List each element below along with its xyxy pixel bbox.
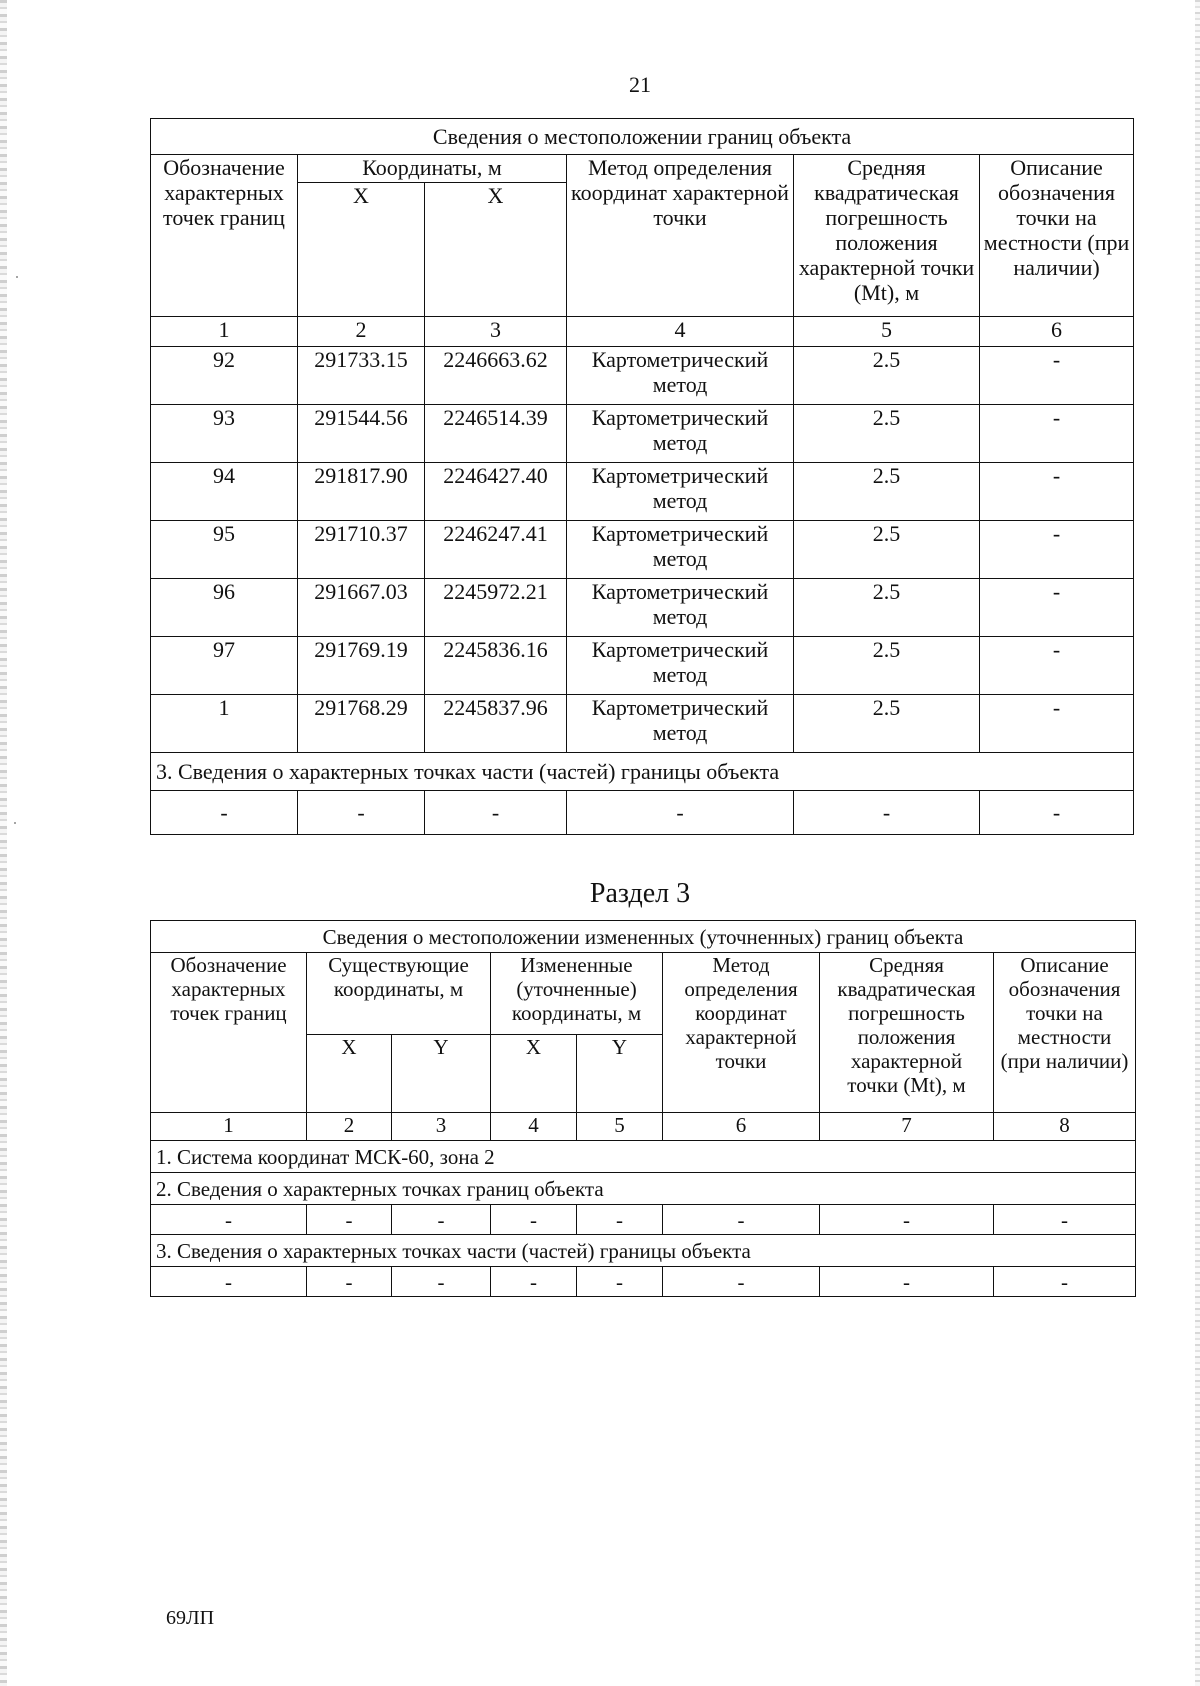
header-changed-x: X [491,1035,577,1113]
cell-empty: - [151,1205,307,1235]
cell-empty: - [663,1267,820,1297]
header-coord-x: X [425,183,567,317]
cell-empty: - [298,791,425,835]
column-number: 5 [577,1113,663,1141]
column-number: 8 [994,1113,1136,1141]
cell-empty: - [980,791,1134,835]
cell-point: 97 [151,637,298,695]
cell-empty: - [491,1267,577,1297]
cell-x: 291769.19 [298,637,425,695]
header-changed-coordinates: Измененные (уточненные) координаты, м [491,953,663,1035]
header-point-designation: Обозначение характерных точек границ [151,155,298,317]
changed-boundaries-table [150,920,1136,1297]
cell-method: Картометрический метод [567,521,794,579]
cell-error: 2.5 [794,579,980,637]
cell-empty: - [392,1205,491,1235]
cell-error: 2.5 [794,405,980,463]
cell-x: 291544.56 [298,405,425,463]
cell-empty: - [151,1267,307,1297]
cell-description: - [980,579,1134,637]
header-method: Метод определения координат характерной точки [567,155,794,317]
column-number: 4 [567,317,794,347]
header-point-designation: Обозначение характерных точек границ [151,953,307,1113]
cell-empty: - [820,1205,994,1235]
cell-empty: - [994,1205,1136,1235]
header-description: Описание обозначения точки на местности (при наличии) [994,953,1136,1113]
column-number: 5 [794,317,980,347]
cell-empty: - [151,791,298,835]
footer-code: 69ЛП [166,1607,215,1629]
cell-description: - [980,347,1134,405]
header-error: Средняя квадратическая погрешность положения характерной точки (Mt), м [820,953,994,1113]
column-number: 7 [820,1113,994,1141]
table-row [151,791,1134,835]
cell-point: 93 [151,405,298,463]
cell-point: 96 [151,579,298,637]
cell-point: 1 [151,695,298,753]
header-error: Средняя квадратическая погрешность положения характерной точки (Mt), м [794,155,980,317]
cell-method: Картометрический метод [567,463,794,521]
cell-method: Картометрический метод [567,347,794,405]
cell-y: 2245972.21 [425,579,567,637]
cell-method: Картометрический метод [567,405,794,463]
column-number: 3 [425,317,567,347]
cell-point: 94 [151,463,298,521]
cell-empty: - [425,791,567,835]
cell-x: 291733.15 [298,347,425,405]
cell-empty: - [307,1267,392,1297]
cell-x: 291710.37 [298,521,425,579]
table-row [151,463,1134,521]
scan-speck [14,822,16,824]
column-number: 1 [151,317,298,347]
cell-error: 2.5 [794,637,980,695]
scan-speck [16,276,18,278]
cell-description: - [980,405,1134,463]
column-number: 6 [980,317,1134,347]
cell-y: 2246427.40 [425,463,567,521]
table-row [151,637,1134,695]
table-row [151,347,1134,405]
parts-heading: 3. Сведения о характерных точках части (частей) границы объекта [151,1235,1136,1267]
cell-error: 2.5 [794,521,980,579]
boundary-points-heading: 2. Сведения о характерных точках границ объекта [151,1173,1136,1205]
parts-heading: 3. Сведения о характерных точках части (частей) границы объекта [151,753,1134,791]
cell-empty: - [663,1205,820,1235]
boundaries-table [150,118,1134,835]
header-coordinates: Координаты, м [298,155,567,183]
column-number: 4 [491,1113,577,1141]
cell-description: - [980,637,1134,695]
header-description: Описание обозначения точки на местности (при наличии) [980,155,1134,317]
table-row [151,1205,1136,1235]
cell-x: 291817.90 [298,463,425,521]
cell-empty: - [577,1267,663,1297]
cell-error: 2.5 [794,695,980,753]
cell-empty: - [577,1205,663,1235]
cell-point: 92 [151,347,298,405]
cell-empty: - [820,1267,994,1297]
cell-error: 2.5 [794,347,980,405]
column-number: 2 [298,317,425,347]
cell-method: Картометрический метод [567,695,794,753]
table-title: Сведения о местоположении измененных (уточненных) границ объекта [151,921,1136,953]
cell-y: 2246247.41 [425,521,567,579]
cell-empty: - [307,1205,392,1235]
column-number: 1 [151,1113,307,1141]
column-number: 2 [307,1113,392,1141]
cell-point: 95 [151,521,298,579]
table-title: Сведения о местоположении границ объекта [151,119,1134,155]
table-row [151,521,1134,579]
header-existing-y: Y [392,1035,491,1113]
cell-error: 2.5 [794,463,980,521]
cell-empty: - [491,1205,577,1235]
column-number: 6 [663,1113,820,1141]
header-coord-x: X [298,183,425,317]
coordinate-system: 1. Система координат МСК-60, зона 2 [151,1141,1136,1173]
cell-method: Картометрический метод [567,637,794,695]
cell-empty: - [794,791,980,835]
header-existing-x: X [307,1035,392,1113]
table-row [151,579,1134,637]
cell-empty: - [567,791,794,835]
cell-x: 291667.03 [298,579,425,637]
page-number: 21 [629,72,651,97]
cell-y: 2245836.16 [425,637,567,695]
cell-empty: - [994,1267,1136,1297]
cell-y: 2245837.96 [425,695,567,753]
scan-edge-left [0,0,7,1686]
cell-y: 2246514.39 [425,405,567,463]
cell-description: - [980,521,1134,579]
cell-description: - [980,463,1134,521]
column-number: 3 [392,1113,491,1141]
header-method: Метод определения координат характерной точки [663,953,820,1113]
header-changed-y: Y [577,1035,663,1113]
table-row [151,695,1134,753]
cell-empty: - [392,1267,491,1297]
cell-method: Картометрический метод [567,579,794,637]
scan-edge-right [1195,0,1200,1686]
cell-y: 2246663.62 [425,347,567,405]
table-row [151,1267,1136,1297]
header-existing-coordinates: Существующие координаты, м [307,953,491,1035]
cell-description: - [980,695,1134,753]
cell-x: 291768.29 [298,695,425,753]
section-heading: Раздел 3 [589,878,691,909]
table-row [151,405,1134,463]
